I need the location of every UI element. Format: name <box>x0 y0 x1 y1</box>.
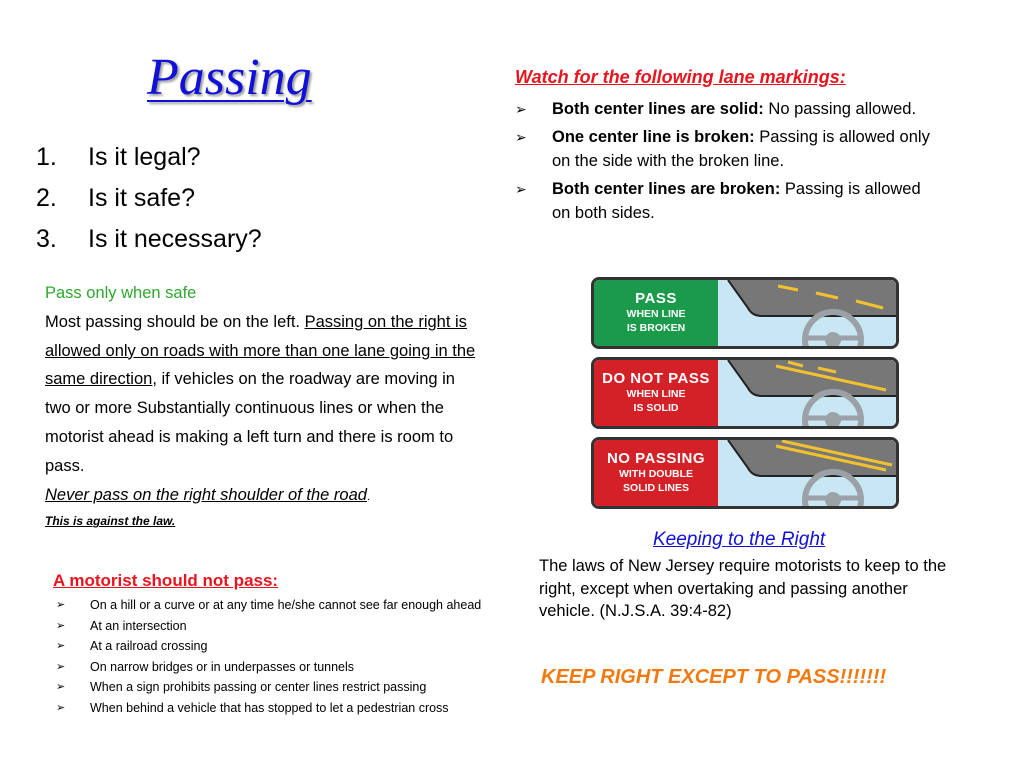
list-item <box>515 97 935 121</box>
against-law-note: This is against the law. <box>45 514 176 529</box>
arrow-bullet-icon: ➢ <box>56 619 66 632</box>
keeping-right-text: The laws of New Jersey require motorists to keep to the right, except when overtaking and passing another vehicle. (N.J.S.A. 39:4-82) <box>539 557 947 620</box>
lane-markings-heading: Watch for the following lane markings: <box>515 67 846 87</box>
question-text: Is it legal? <box>88 143 201 171</box>
question-number: 2. <box>36 184 57 212</box>
list-item <box>56 659 486 675</box>
arrow-bullet-icon: ➢ <box>56 660 66 673</box>
road-illustration <box>718 440 896 506</box>
question-number: 3. <box>36 225 57 253</box>
list-item <box>515 125 935 173</box>
sign-title: NO PASSING <box>606 450 706 467</box>
arrow-bullet-icon: ➢ <box>56 701 66 714</box>
no-pass-list <box>56 597 486 720</box>
never-pass-text: Never pass on the right shoulder of the road <box>45 485 367 504</box>
sign-subtitle-line-1: WHEN LINE <box>626 388 686 400</box>
list-item-text: At an intersection <box>90 618 187 633</box>
question-number: 1. <box>36 143 57 171</box>
passing-tail-text: , if vehicles on the roadway are moving in two or more Substantially continuous lines or when the motorist ahead is making a left turn and there is room to pass. <box>45 370 455 475</box>
question-item <box>36 143 262 184</box>
list-item <box>515 177 935 225</box>
sign-title: DO NOT PASS <box>602 370 710 387</box>
arrow-bullet-icon: ➢ <box>515 181 527 197</box>
question-text: Is it safe? <box>88 184 195 212</box>
question-item <box>36 184 262 225</box>
list-item-text: When behind a vehicle that has stopped to let a pedestrian cross <box>90 700 449 715</box>
list-item-text: On narrow bridges or in underpasses or tunnels <box>90 659 355 674</box>
pass-sign <box>591 277 899 349</box>
never-pass-shoulder <box>45 481 485 512</box>
marking-term: One center line is broken: <box>552 128 755 146</box>
sign-subtitle-line-1: WHEN LINE <box>626 308 686 320</box>
keeping-right-heading: Keeping to the Right <box>653 529 826 550</box>
list-item-text: On a hill or a curve or at any time he/she cannot see far enough ahead <box>90 598 482 612</box>
arrow-bullet-icon: ➢ <box>56 681 66 693</box>
road-illustration <box>718 280 896 346</box>
marking-description: Passing is allowed on both sides. <box>552 180 921 222</box>
arrow-bullet-icon: ➢ <box>515 129 527 145</box>
do-not-pass-sign <box>591 357 899 429</box>
question-list <box>36 143 262 266</box>
marking-description: No passing allowed. <box>763 100 917 118</box>
marking-term: Both center lines are solid: <box>552 100 764 118</box>
list-item-text: When a sign prohibits passing or center lines restrict passing <box>90 680 427 694</box>
keep-right-slogan: KEEP RIGHT EXCEPT TO PASS!!!!!!! <box>541 666 887 688</box>
right-passing-rule: Passing on the right is allowed only on roads with more than one lane going in the same direction <box>45 312 476 389</box>
passing-lead-text: Most passing should be on the left. <box>45 312 305 331</box>
no-passing-sign <box>591 437 899 509</box>
list-item <box>56 597 486 613</box>
passing-rules-text <box>45 279 485 529</box>
question-text: Is it necessary? <box>88 225 262 253</box>
arrow-bullet-icon: ➢ <box>56 599 66 611</box>
list-item <box>56 679 486 695</box>
list-item <box>56 618 486 634</box>
sign-subtitle-line-1: WITH DOUBLE <box>618 468 694 480</box>
sign-title: PASS <box>635 290 677 307</box>
marking-description: Passing is allowed only on the side with the broken line. <box>552 128 930 170</box>
list-item <box>56 700 486 716</box>
arrow-bullet-icon: ➢ <box>515 101 527 117</box>
sign-label <box>594 360 718 426</box>
page-title: Passing <box>147 49 312 106</box>
sign-subtitle-line-2: IS SOLID <box>633 402 679 414</box>
sign-subtitle-line-2: SOLID LINES <box>623 482 689 494</box>
motorist-should-not-pass-heading: A motorist should not pass: <box>53 571 279 590</box>
road-illustration <box>718 360 896 426</box>
never-pass-period: . <box>366 490 371 503</box>
sign-label <box>594 280 718 346</box>
list-item <box>56 638 486 654</box>
sign-label <box>594 440 718 506</box>
pass-only-when-safe-heading: Pass only when safe <box>45 284 197 302</box>
marking-term: Both center lines are broken: <box>552 180 781 198</box>
arrow-bullet-icon: ➢ <box>56 640 66 652</box>
question-item <box>36 225 262 266</box>
sign-subtitle-line-2: IS BROKEN <box>626 322 686 334</box>
passing-paragraph <box>45 308 485 481</box>
lane-markings-list <box>515 97 935 229</box>
list-item-text: At a railroad crossing <box>90 639 208 653</box>
